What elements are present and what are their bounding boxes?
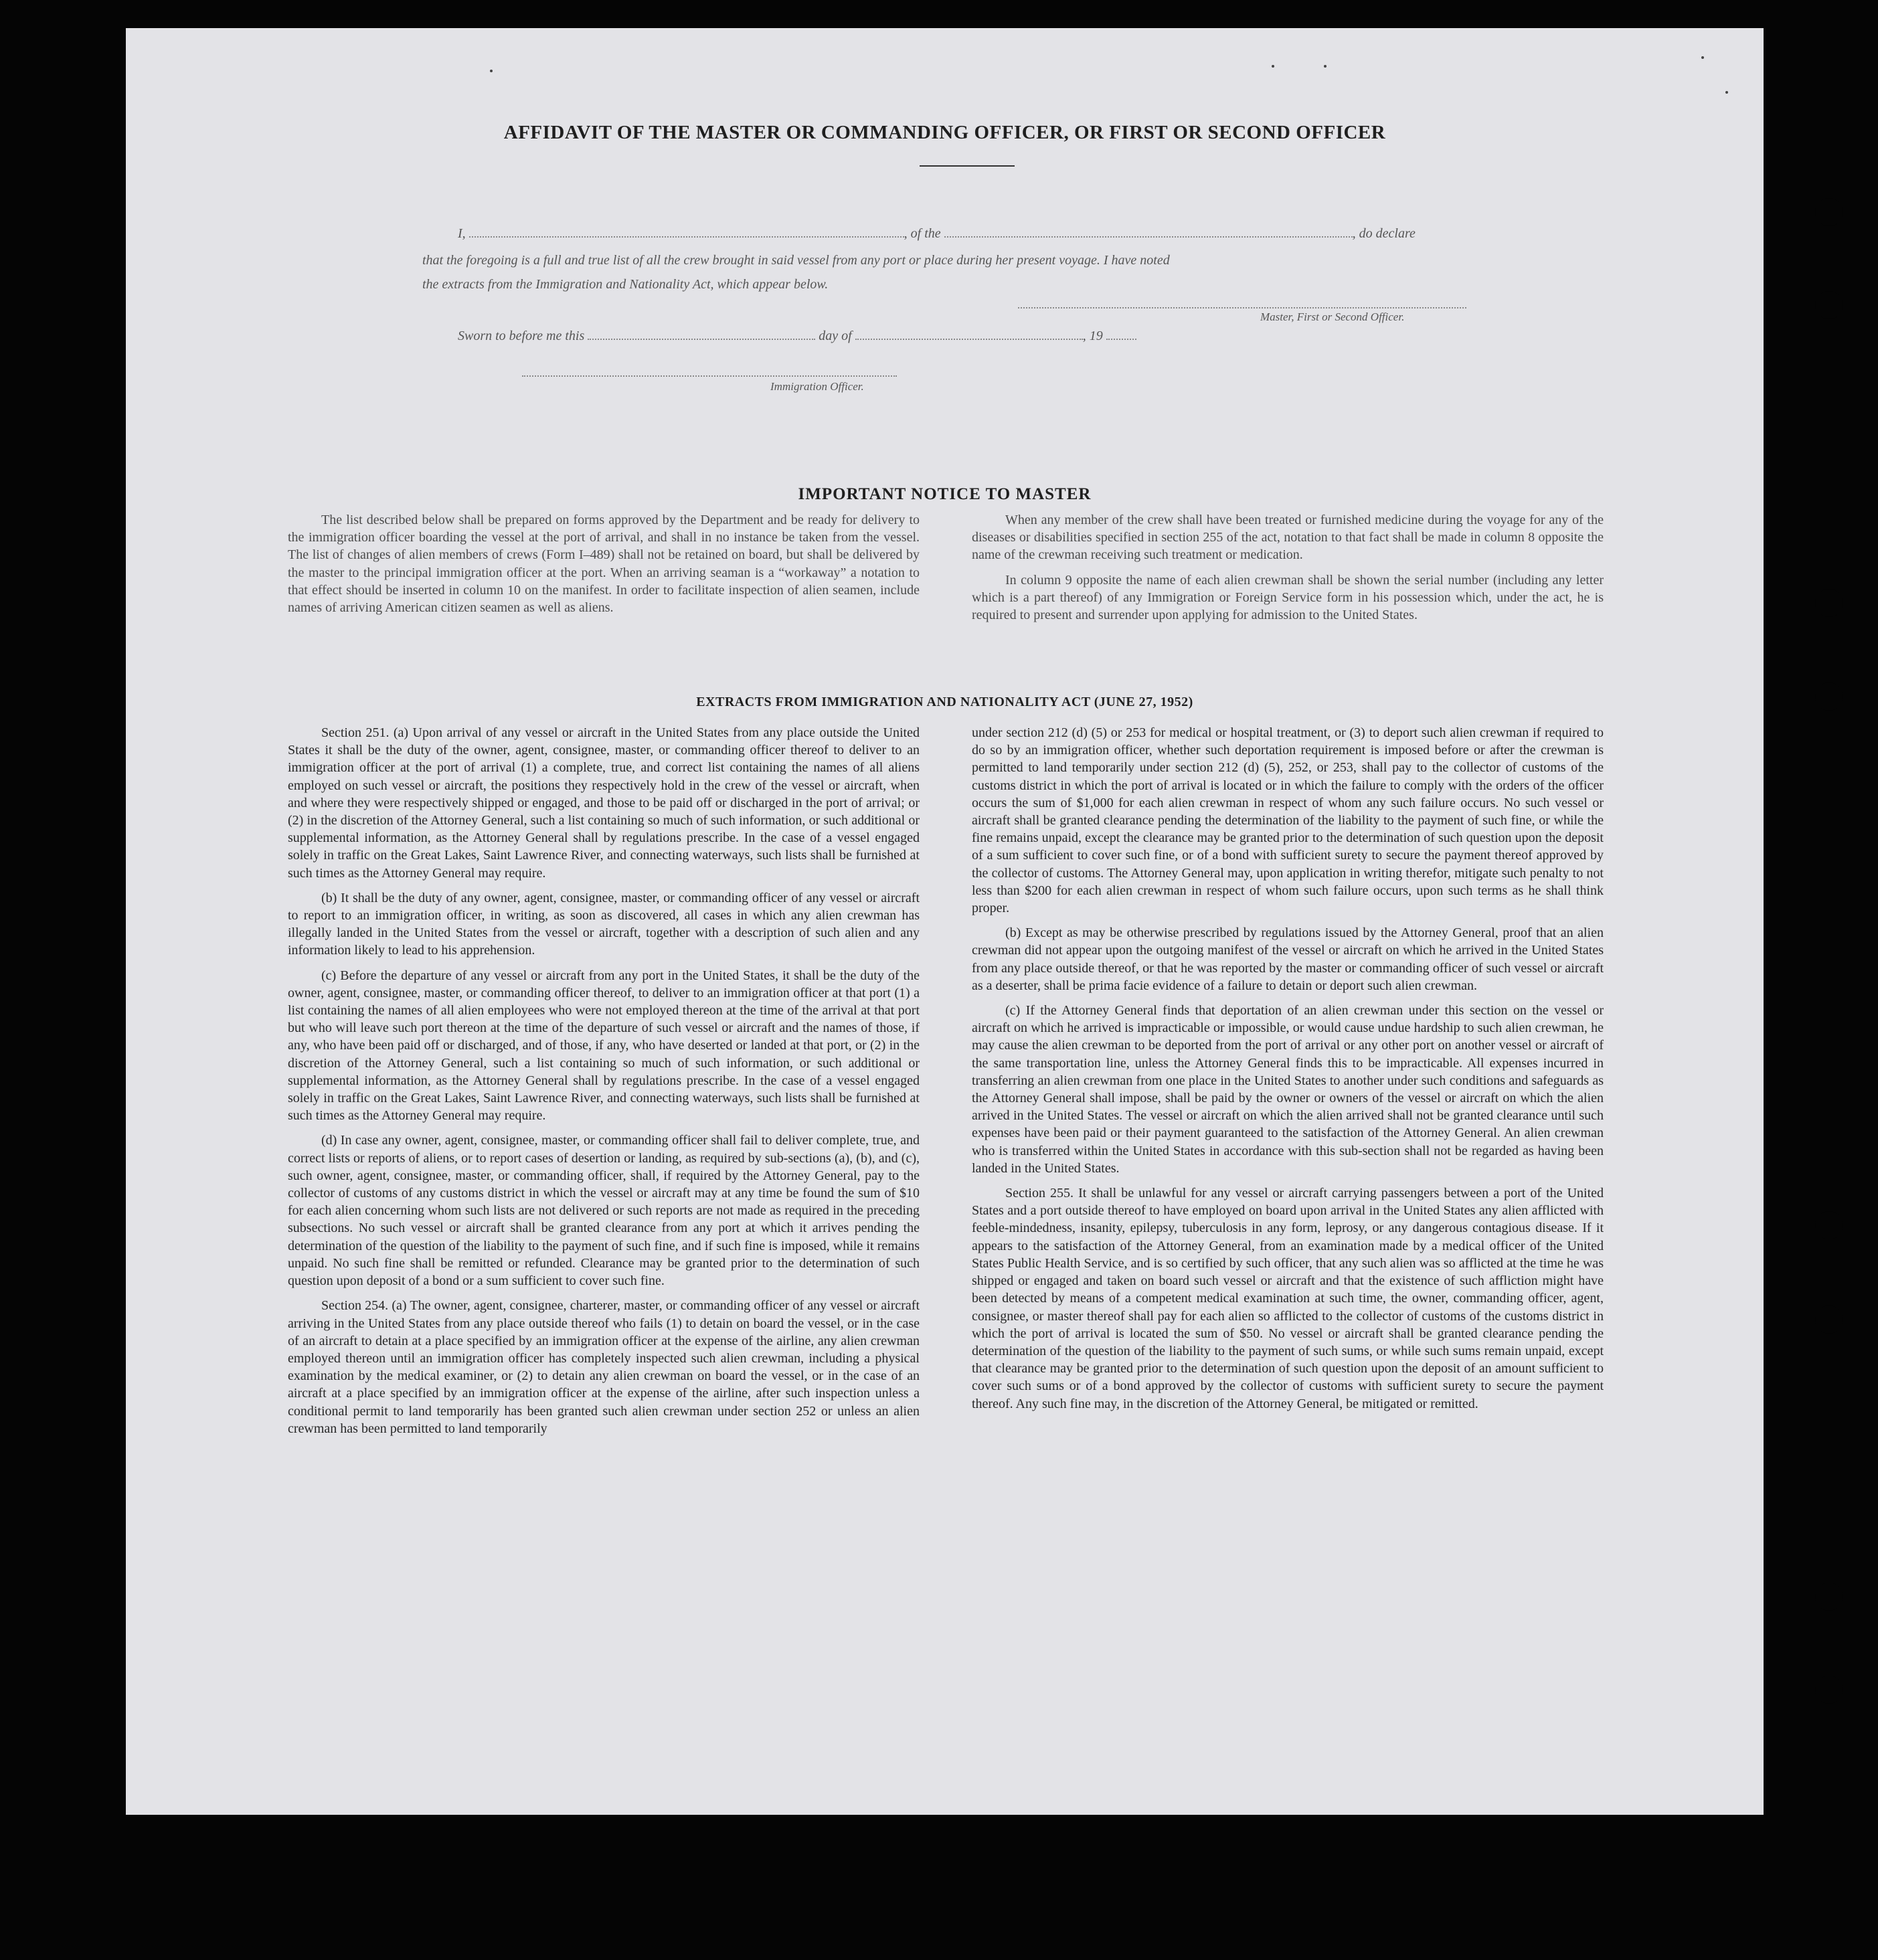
- master-signature-caption: Master, First or Second Officer.: [1260, 310, 1405, 323]
- punch-hole: [1815, 1583, 1843, 1611]
- punch-hole: [1815, 1211, 1843, 1239]
- speck: [1701, 56, 1704, 59]
- punch-hole: [1815, 589, 1843, 617]
- of-the-label: , of the: [904, 226, 941, 241]
- i-label: I,: [458, 226, 466, 241]
- form-page: [126, 28, 1764, 1815]
- name-blank[interactable]: [469, 236, 904, 238]
- do-declare-label: , do declare: [1352, 226, 1416, 241]
- vessel-blank[interactable]: [944, 236, 1353, 238]
- notice-right-paragraph-2: In column 9 opposite the name of each alien crewman shall be shown the serial number (including any letter which is a part thereof) of any Immigration or Foreign Service form in his possession which, under the act, he is required to present and surrender upon applying for admission to the United States.: [972, 572, 1604, 623]
- punch-hole: [1815, 291, 1843, 319]
- notice-right-paragraph-1: When any member of the crew shall have been treated or furnished medicine during the voyage for any of the diseases or disabilities specified in section 255 of the act, notation to that fact shall be made in column 8 opposite the name of the crewman receiving such treatment or medication.: [972, 513, 1604, 563]
- sworn-year-blank[interactable]: [1106, 338, 1136, 340]
- section-254-b: (b) Except as may be otherwise prescribed by regulations issued by the Attorney General, proof that an alien crewman did not appear upon the outgoing manifest of the vessel or aircraft on which he arrived in the United States from any place outside thereof, or that he was reported by the master or commanding officer of such vessel or aircraft as a deserter, shall be prima facie evidence of a failure to detain or deport such alien crewman.: [972, 925, 1604, 993]
- title-rule: [920, 165, 1015, 167]
- speck: [1324, 65, 1327, 68]
- notice-right-column: [972, 511, 1604, 631]
- section-254-a-continued: under section 212 (d) (5) or 253 for medical or hospital treatment, or (3) to deport such alien crewman if required to do so by an immigration officer, whether such deportation requirement is imposed before or after the crewman is permitted to land temporarily under section 212 (d) (5), 252, or 253, shall pay to the collector of customs of the customs district in which the port of arrival is located or in which the failure to comply with the orders of the officer occurs the sum of $1,000 for each alien crewman in respect of whom any such failure occurs. No such vessel or aircraft shall be granted clearance pending the determination of the liability to the payment of such fine, or while the fine remains unpaid, except the clearance may be granted prior to the determination of such question upon the deposit of a sum sufficient to cover such fine, or of a bond with sufficient surety to secure the payment thereof approved by the collector of customs. The Attorney General may, upon application in writing therefor, mitigate such penalty to not less than $200 for each alien crewman in respect of whom such failure occurs, upon such terms as he shall think proper.: [972, 725, 1604, 916]
- section-251-c: (c) Before the departure of any vessel or aircraft from any port in the United States, it shall be the duty of the owner, agent, consignee, master, or commanding officer thereof, to deliver to an immigration officer at that port (1) a list containing the names of all alien employees who were not employed thereon at the time of the arrival at that port but who will leave such port thereon at the time of the departure of such vessel or aircraft and the names of those, if any, who have been paid off or discharged, and of those, if any, who have deserted or landed at that port, or (2) in the discretion of the Attorney General, such a list containing so much of such information, or such additional or supplemental information, as the Attorney General shall by regulations prescribe. In the case of a vessel engaged solely in traffic on the Great Lakes, Saint Lawrence River, and connecting waterways, such lists shall be furnished at such times as the Attorney General may require.: [288, 968, 920, 1124]
- speck: [1725, 91, 1728, 94]
- punch-hole: [1815, 1676, 1843, 1704]
- section-254-a: Section 254. (a) The owner, agent, consignee, charterer, master, or commanding officer of any vessel or aircraft arriving in the United States from any place outside thereof who fails (1) to detain on board the vessel, or in the case of an aircraft to detain at a place specified by an immigration officer at the expense of the airline, any alien crewman employed thereon until an immigration officer has completely inspected such alien crewman, including a physical examination by the medical examiner, or (2) to detain any alien crewman on board the vessel, or in the case of an aircraft at a place specified by an immigration officer at the expense of the airline, after such inspection unless a conditional permit to land temporarily has been granted such alien crewman under section 252 or unless an alien crewman has been permitted to land temporarily: [288, 1298, 920, 1436]
- statement-line-2: the extracts from the Immigration and Nationality Act, which appear below.: [422, 277, 829, 292]
- master-signature-line[interactable]: [1018, 306, 1466, 308]
- speck: [490, 70, 493, 72]
- day-of-label: day of: [819, 329, 852, 343]
- punch-hole: [1815, 198, 1843, 226]
- declaration-line: [458, 226, 1416, 242]
- sworn-month-blank[interactable]: [855, 338, 1083, 340]
- punch-hole: [1815, 1306, 1843, 1334]
- notice-left-column: [288, 511, 920, 624]
- speck: [1272, 65, 1274, 68]
- section-251-d: (d) In case any owner, agent, consignee, master, or commanding officer shall fail to deliver complete, true, and correct lists or reports of aliens, or to report cases of desertion or landing, as required by sub-sections (a), (b), and (c), such owner, agent, consignee, master, or commanding officer, shall, if required by the Attorney General, pay to the collector of customs of any customs district in which the vessel or aircraft may at any time be found the sum of $10 for each alien concerning whom such lists are not delivered or such reports are not made as required in the preceding subsections. No such vessel or aircraft shall be granted clearance from any port at which it arrives pending the determination of the question of the liability to the payment of such fine, and if such fine is imposed, while it remains unpaid. No such fine shall be remitted or refunded. Clearance may be granted prior to the determination of such question upon deposit of a bond or a sum sufficient to cover such fine.: [288, 1133, 920, 1289]
- extracts-title: EXTRACTS FROM IMMIGRATION AND NATIONALITY ACT (JUNE 27, 1952): [696, 695, 1193, 709]
- extracts-right-column: [972, 724, 1604, 1420]
- immigration-officer-line[interactable]: [522, 375, 897, 377]
- extracts-left-column: [288, 724, 920, 1445]
- year-label: , 19: [1082, 329, 1103, 343]
- immigration-officer-caption: Immigration Officer.: [770, 380, 864, 393]
- section-251-b: (b) It shall be the duty of any owner, agent, consignee, master, or commanding officer of any vessel or aircraft to report to an immigration officer, in writing, as soon as discovered, all cases in which any alien crewman has illegally landed in the United States from the vessel or aircraft, together with a description of such alien and any information likely to lead to his apprehension.: [288, 890, 920, 958]
- notice-title: IMPORTANT NOTICE TO MASTER: [798, 485, 1092, 503]
- section-251-a: Section 251. (a) Upon arrival of any vessel or aircraft in the United States from any place outside the United States it shall be the duty of the owner, agent, consignee, master, or commanding officer thereof to deliver to an immigration officer at the port of arrival (1) a complete, true, and correct list containing the names of all aliens employed on such vessel or aircraft, the positions they respectively hold in the crew of the vessel or aircraft, when and where they were respectively shipped or engaged, and those to be paid off or discharged in the port of arrival; or (2) in the discretion of the Attorney General, such a list containing so much of such information, or such additional or supplemental information, as the Attorney General shall by regulations prescribe. In the case of a vessel engaged solely in traffic on the Great Lakes, Saint Lawrence River, and connecting waterways, such lists shall be furnished at such times as the Attorney General may require.: [288, 725, 920, 881]
- sworn-day-blank[interactable]: [588, 338, 815, 340]
- section-254-c: (c) If the Attorney General finds that deportation of an alien crewman under this section on the vessel or aircraft on which he arrived is impracticable or impossible, or would cause undue hardship to such alien crewman, he may cause the alien crewman to be deported from the port of arrival or any other port on another vessel or aircraft of the same transportation line, unless the Attorney General finds this to be impracticable. All expenses incurred in transferring an alien crewman from one place in the United States to another under such conditions and safeguards as the Attorney General shall impose, shall be paid by the owner or owners of the vessel or aircraft on which the alien arrived in the United States. The vessel or aircraft on which the alien arrived shall not be granted clearance until such expenses have been paid or their payment guaranteed to the satisfaction of the Attorney General. An alien crewman who is transferred within the United States in accordance with this sub-section shall not be regarded as having been landed in the United States.: [972, 1003, 1604, 1176]
- sworn-label: Sworn to before me this: [458, 329, 585, 343]
- punch-hole: [1815, 683, 1843, 711]
- section-255: Section 255. It shall be unlawful for any vessel or aircraft carrying passengers between a port of the United States and a port outside thereof to have employed on board upon arrival in the United States any alien afflicted with feeble-mindedness, insanity, epilepsy, tuberculosis in any form, leprosy, or any dangerous contagious disease. If it appears to the satisfaction of the Attorney General, from an examination made by a medical officer of the United States Public Health Service, and is so certified by such officer, that any such alien was so afflicted at the time he was shipped or engaged and taken on board such vessel or aircraft and that the existence of such affliction might have been detected by means of a competent medical examination at such time, the owner, commanding officer, agent, consignee, or master thereof shall pay for each alien so afflicted to the collector of customs of the customs district in which the port of arrival is located the sum of $50. No vessel or aircraft shall be granted clearance pending the determination of the question of the liability to the payment of such sums, or while such sums remain unpaid, except that clearance may be granted prior to the determination of such question upon the deposit of an amount sufficient to cover such sums or of a bond approved by the collector of customs with sufficient surety to secure the payment thereof. Any such fine may, in the discretion of the Attorney General, be mitigated or remitted.: [972, 1186, 1604, 1411]
- sworn-line: [458, 329, 1136, 344]
- affidavit-title: AFFIDAVIT OF THE MASTER OR COMMANDING OFFICER, OR FIRST OR SECOND OFFICER: [503, 122, 1386, 143]
- notice-left-paragraph: The list described below shall be prepared on forms approved by the Department and be ready for delivery to the immigration officer boarding the vessel at the port of arrival, and shall in no instance be taken from the vessel. The list of changes of alien members of crews (Form I–489) shall not be retained on board, but shall be delivered by the master to the principal immigration officer at the port. When an arriving seaman is a “workaway” a notation to that effect should be inserted in column 10 on the manifest. In order to facilitate inspection of alien seamen, include names of arriving American citizen seamen as well as aliens.: [288, 513, 920, 616]
- statement-line-1: that the foregoing is a full and true list of all the crew brought in said vessel from any port or place during her present voyage. I have noted: [422, 253, 1170, 268]
